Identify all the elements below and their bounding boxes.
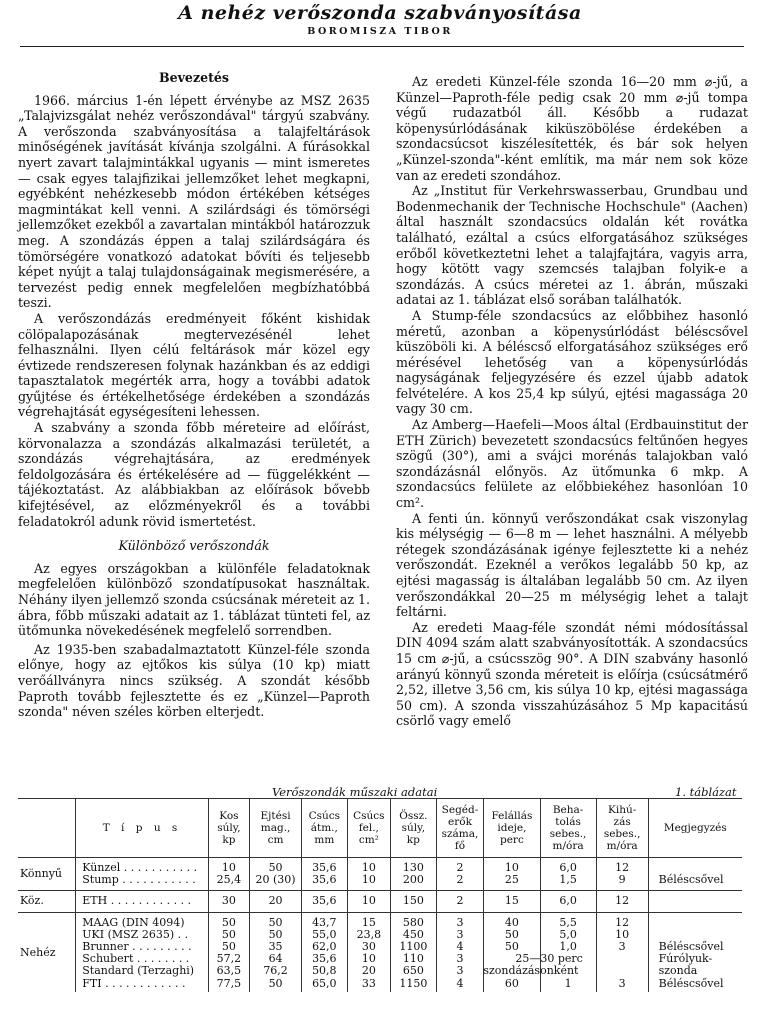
cell-value: 50 (504, 939, 519, 953)
paragraph: 1966. március 1-én lépett érvénybe az MSZ 2635 „Talajvizsgálat nehéz verőszondával" tárgyú szabvány. A verőszonda szabványosítása a talajfeltárások minőségének javítását kívánja szolgálni. A fúrásokkal nyert zavart talajmintákkal ugyanis — mint ismeretes — csak egyes talajfizikai jellemzőket lehet megkapni, egyébként nehézkesebb módon értékében kétséges magmintákat kell venni. A szilárdsági és tömörségi jellemzőket ezekből a zavartalan mintákból határozzuk meg. A szondázás éppen a talaj szilárdságára és tömörségére vonatkozó adatokat bővíti és teljesebb képet nyújt a talaj tulajdonságainak megismerésére, a tervezést pedig ennek megfelelően megbízhatóbbá teszi. (18, 92, 370, 311)
cell-value: 50 (221, 915, 236, 929)
cell-value: 12 (615, 894, 630, 908)
cell-value: 1,0 (559, 939, 577, 953)
table-label: 1. táblázat (675, 785, 737, 799)
cell-value: ETH . . . . . . . . . . . . (82, 894, 192, 908)
cell-value: 580 (402, 915, 424, 929)
cell-value: 40 (504, 915, 519, 929)
cell-value: 12 (615, 861, 630, 874)
table-cell (302, 891, 348, 912)
table-cell (436, 858, 484, 891)
column-header (18, 799, 76, 858)
table-cell (648, 891, 742, 912)
cell-value: 76,2 (263, 964, 288, 978)
table-cell (648, 858, 742, 891)
cell-value: 3 (618, 976, 626, 990)
table-cell (540, 858, 596, 891)
column-header: Kihú- zás sebes., m/óra (596, 799, 648, 858)
table-cell (596, 891, 648, 912)
cell-value: 1 (564, 976, 572, 990)
table-cell (347, 858, 390, 891)
table-cell (391, 912, 437, 992)
cell-value: 110 (402, 952, 424, 966)
cell-value: 62,0 (312, 939, 337, 953)
cell-value: 77,5 (216, 976, 242, 990)
paragraph: Az eredeti Maag-féle szondát némi módosítással DIN 4094 szám alatt szabványosították. A szondacsúcs 15 cm ⌀-jű, a csúcsszög 90°. A DIN szabvány hasonló arányú könnyű szonda méreteit is előírja (csúcsátmérő 2,52, illetve 3,56 cm, kis súlya 10 kp, ejtési magassága 50 cm). A szonda visszahúzásához 5 Mp kapacitású csörlő vagy emelő (396, 619, 748, 729)
cell-value: 15 (361, 915, 376, 929)
cell-value: 2 (456, 894, 464, 908)
paragraph: A szabvány a szonda főbb méreteire ad előírást, körvonalazza a szondázás alkalmazási területét, a szondázás végrehajtására, az eredmények feldolgozására és értékelésére ad — függelékként — tájékoztatást. Az alábbiakban az előírások bővebb kifejtésével, az előzményekről és a további feladatokról adunk rövid ismertetést. (18, 420, 370, 529)
cell-value: 63,5 (216, 964, 242, 978)
cell-value: 50 (221, 927, 236, 941)
cell-value: 6,0 (559, 861, 577, 874)
cell-value: Béléscsővel (658, 976, 724, 990)
cell-value: 3 (456, 915, 464, 929)
cell-value: 50 (504, 927, 519, 941)
cell-value: 25,4 (216, 873, 242, 887)
cell-value: 12 (615, 915, 630, 929)
table-cell (391, 858, 437, 891)
section-heading: Bevezetés (158, 70, 230, 85)
paragraph: A verőszondázás eredményeit főként kishidak cölöpalapozásának megtervezésénél lehet felhasználni. Ilyen célú feltárások már közel egy évtizede rendszeresen folynak hazánkban és az eddigi tapasztalatok megérték arra, hogy a további adatok gyűjtése és értékelhetősége érdekében a szondázás végrehajtását egységesíteni lehessen. (18, 310, 370, 420)
cell-value: 10 (361, 873, 376, 887)
cell-value: Künzel . . . . . . . . . . . (82, 861, 198, 874)
cell-value: 15 (504, 894, 519, 908)
cell-value: 1100 (399, 939, 428, 953)
cell-value: 33 (361, 976, 376, 990)
table-cell (208, 912, 249, 992)
cell-value: Schubert . . . . . . . . (82, 952, 190, 966)
cell-value: 3 (456, 927, 464, 941)
paragraph: A Stump-féle szondacsúcs az előbbihez hasonló méretű, azonban a köpenysúrlódást béléscsővel küszöböli ki. A béléscső elforgatásához szükséges erő mérésével lehetőség van a köpenysúrlódás nagyságának feljegyzésére és ezzel újabb adatok felvételére. A kos 25,4 kp súlyú, ejtési magassága 20 vagy 30 cm. (396, 307, 748, 417)
cell-value: 2 (456, 861, 464, 874)
cell-value: 10 (361, 861, 376, 874)
cell-value: FTI . . . . . . . . . . . . (82, 976, 186, 990)
table-cell (76, 912, 209, 992)
table-row (18, 858, 742, 891)
cell-value: 50 (268, 915, 283, 929)
cell-value: 43,7 (312, 915, 337, 929)
cell-value: 1150 (399, 976, 428, 990)
paragraph: Az Amberg—Haefeli—Moos által (Erdbauinstitut der ETH Zürich) bevezetett szondacsúcs feltűnően hegyes szögű (30°), ami a svájci morénás talajokban való szondázásnál előnyös. Az ütőmunka 6 mkp. A szondacsúcs felülete az előbbiekéhez hasonlóan 10 cm². (396, 417, 748, 511)
cell-value: szonda (658, 964, 698, 978)
table-cell (208, 891, 249, 912)
cell-value: 1,5 (559, 873, 577, 887)
cell-value: 30 (361, 939, 376, 953)
title-rule (20, 46, 744, 47)
column-header: Össz. súly, kp (391, 799, 437, 858)
cell-value: 50 (268, 976, 283, 990)
cell-value: 50,8 (312, 964, 337, 978)
cell-value: 50 (268, 861, 283, 874)
cell-value (600, 953, 645, 965)
cell-value: Béléscsővel (658, 939, 724, 953)
cell-value: 20 (361, 964, 376, 978)
table-row (18, 891, 742, 912)
cell-value: 130 (402, 861, 424, 874)
cell-value: 35,6 (312, 861, 337, 874)
table-cell (250, 858, 302, 891)
cell-value (600, 965, 645, 977)
category-cell: Könnyű (18, 858, 76, 891)
paragraph: Az egyes országokban a különféle feladatoknak megfelelően különböző szondatípusokat használtak. Néhány ilyen jellemző szonda csúcsának méreteit az 1. ábra, főbb műszaki adatait az 1. táblázat tünteti fel, az ütőmunka növekedésének megfelelő sorrendben. (18, 560, 370, 639)
cell-value (659, 895, 739, 907)
table-cell (596, 858, 648, 891)
column-header: Felállás ideje, perc (484, 799, 540, 858)
column-header: Beha- tolás sebes., m/óra (540, 799, 596, 858)
cell-value: 35,6 (312, 894, 337, 908)
article-author: BOROMISZA TIBOR (307, 26, 453, 37)
table-cell (484, 891, 540, 912)
article-title: A nehéz verőszonda szabványosítása (178, 2, 582, 24)
cell-value: 30 (221, 894, 236, 908)
category-cell: Köz. (18, 891, 76, 912)
table-cell (540, 891, 596, 912)
cell-value: 450 (402, 927, 424, 941)
paragraph: Az 1935-ben szabadalmaztatott Künzel-féle szonda előnye, hogy az ejtőkos kis súlya (10 kp) miatt verőállványra nincs szükség. A szondát később Paproth tovább fejlesztette és ez „Künzel—Paproth szonda" néven széles körben elterjedt. (18, 641, 370, 720)
column-header: Ejtési mag., cm (250, 799, 302, 858)
cell-value: 10 (221, 861, 236, 874)
cell-value: 200 (402, 873, 424, 887)
cell-value: 25 (504, 873, 519, 887)
cell-value: 60 (504, 976, 519, 990)
table-cell (76, 891, 209, 912)
technical-data-table (18, 798, 742, 992)
table-cell (436, 912, 484, 992)
column-header: Segéd- erők száma, fő (436, 799, 484, 858)
cell-value: Standard (Terzaghi) (82, 964, 195, 978)
table-cell (484, 858, 540, 891)
table-cell (250, 891, 302, 912)
cell-value: 65,0 (312, 976, 337, 990)
cell-value: 10 (504, 861, 519, 874)
cell-value: 6,0 (559, 894, 577, 908)
subsection-heading: Különböző verőszondák (118, 538, 270, 554)
cell-value: 5,5 (559, 915, 577, 929)
table-cell (436, 891, 484, 912)
cell-value: 4 (456, 976, 464, 990)
cell-value: 20 (30) (255, 873, 296, 887)
table-cell (76, 858, 209, 891)
cell-value (659, 917, 739, 929)
table-header-row (18, 799, 742, 858)
table-cell (347, 891, 390, 912)
column-header: Kos súly, kp (208, 799, 249, 858)
cell-value: 64 (268, 952, 283, 966)
cell-value: 50 (268, 927, 283, 941)
cell-value: 9 (618, 873, 626, 887)
cell-value: 3 (456, 952, 464, 966)
cell-value: 4 (456, 939, 464, 953)
table-cell (648, 912, 742, 992)
right-column (396, 74, 748, 729)
cell-value: 10 (615, 927, 630, 941)
cell-value: 57,2 (216, 952, 242, 966)
table-cell: 40 50 50 25—30 perc szondázásonként 60 (484, 912, 540, 992)
cell-value: 20 (268, 894, 283, 908)
cell-value: 650 (402, 964, 424, 978)
cell-value: Brunner . . . . . . . . . (82, 939, 192, 953)
left-column (18, 70, 370, 720)
column-header: Csúcs átm., mm (302, 799, 348, 858)
cell-value: 150 (402, 894, 424, 908)
table-cell (391, 891, 437, 912)
cell-value: 3 (618, 939, 626, 953)
cell-value: UKI (MSZ 2635) . . (82, 927, 189, 941)
cell-value: Stump . . . . . . . . . . . (82, 873, 196, 887)
paragraph: Az eredeti Künzel-féle szonda 16—20 mm ⌀-jű, a Künzel—Paproth-féle pedig csak 20 mm ⌀-jű tompa végű rudazatból áll. Később a rudazat köpenysúrlódásának kiküszöbölése érdekében a szondacsúcsot kiszélesítették, és bár sok helyen „Künzel-szonda"-ként említik, ma már nem sok köze van az eredeti szondához. (396, 74, 748, 183)
paragraph: A fenti ún. könnyű verőszondákat csak viszonylag kis mélységig — 6—8 m — lehet használni. A mélyebb rétegek szondázásának igénye fejlesztette ki a nehéz verőszondát. Ezeknél a verőkos legalább 50 kp, az ejtési magasság is általában legalább 50 cm. Az ilyen verőszondákkal 20—25 m mélységig lehet a talajt feltárni. (396, 510, 748, 620)
table-cell (302, 912, 348, 992)
cell-value: 50 (221, 939, 236, 953)
cell-value: 10 (361, 894, 376, 908)
paragraph: Az „Institut für Verkehrswasserbau, Grundbau und Bodenmechanik der Technische Hochschule" (Aachen) által használt szondacsúcs oldalán két rovátka található, ezáltal a csúcs elforgatásához szükséges erőből következtetni lehet a talajfajtára, vagyis arra, hogy kötött vagy szemcsés talajban folyik-e a szondázás. A csúcs méretei az 1. ábrán, műszaki adatai az 1. táblázat első sorában találhatók. (396, 183, 748, 308)
table-cell (302, 858, 348, 891)
column-header: T í p u s (76, 799, 209, 858)
cell-value: Béléscsővel (658, 873, 724, 887)
table-cell (347, 912, 390, 992)
cell-value: 55,0 (312, 927, 337, 941)
cell-value: Fúrólyuk- (658, 952, 713, 966)
table-cell (208, 858, 249, 891)
cell-value: 3 (456, 964, 464, 978)
column-header: Megjegyzés (648, 799, 742, 858)
cell-value: 10 (361, 952, 376, 966)
cell-value: 35,6 (312, 873, 337, 887)
table-row (18, 912, 742, 992)
table-cell (596, 912, 648, 992)
table-cell (250, 912, 302, 992)
cell-value: 35 (268, 939, 283, 953)
category-cell: Nehéz (20, 946, 56, 960)
cell-value: 2 (456, 873, 464, 887)
cell-value: 23,8 (356, 927, 382, 941)
cell-value: 35,6 (312, 952, 337, 966)
cell-value: MAAG (DIN 4094) (82, 915, 185, 929)
table-caption: Verőszondák műszaki adatai (272, 785, 438, 799)
column-header: Csúcs fel., cm² (347, 799, 390, 858)
cell-value: 5,0 (559, 927, 577, 941)
